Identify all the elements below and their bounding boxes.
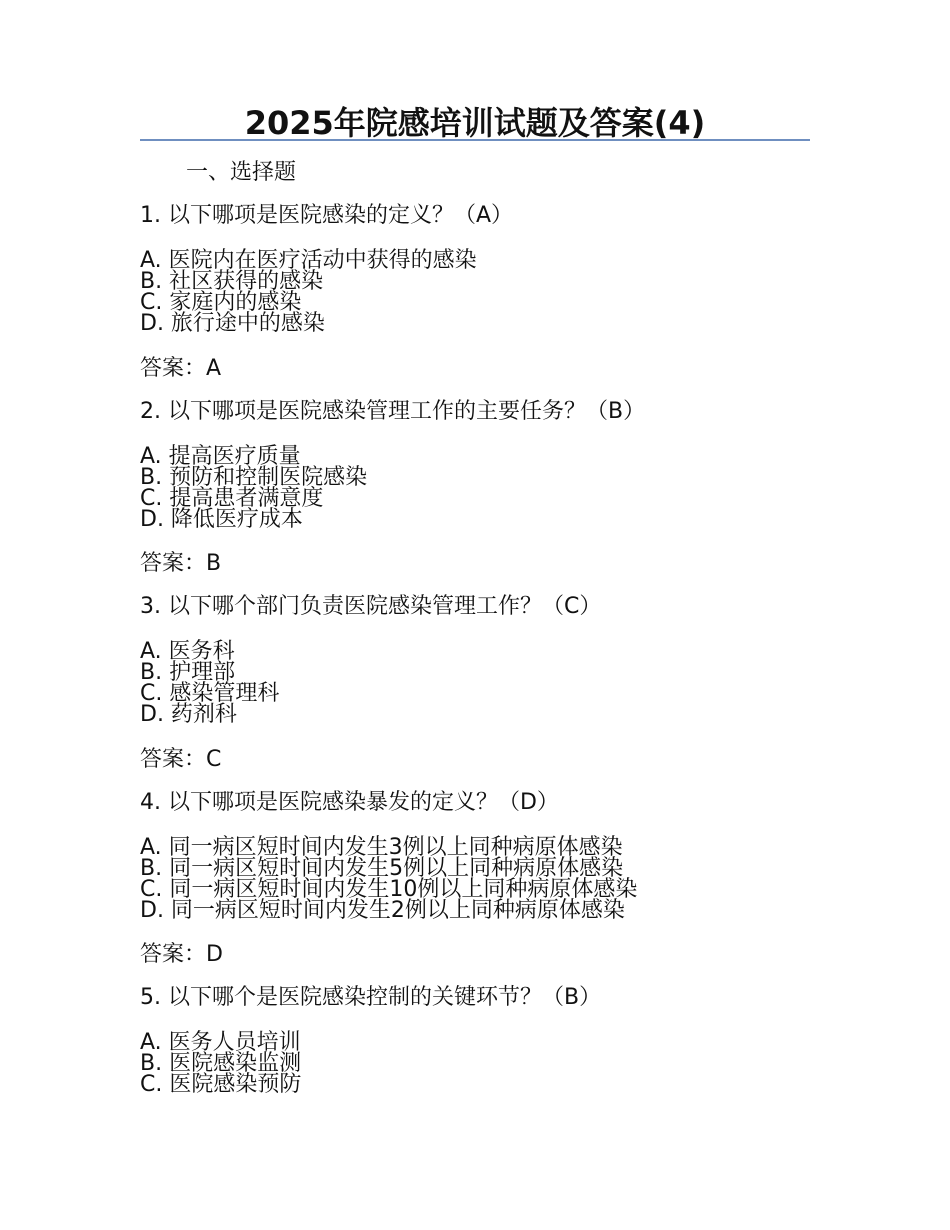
option-b: B. 预防和控制医院感染	[140, 465, 368, 490]
option-b: B. 社区获得的感染	[140, 269, 324, 294]
section-heading: 一、选择题	[186, 160, 297, 185]
option-b: B. 同一病区短时间内发生5例以上同种病原体感染	[140, 856, 624, 881]
question-5-options	[140, 1030, 302, 1097]
option-d: D. 旅行途中的感染	[140, 311, 325, 336]
option-d: D. 降低医疗成本	[140, 507, 303, 532]
option-a: A. 同一病区短时间内发生3例以上同种病原体感染	[140, 835, 623, 860]
option-a: A. 医务科	[140, 639, 235, 664]
option-a: A. 提高医疗质量	[140, 444, 301, 469]
question-3: 3. 以下哪个部门负责医院感染管理工作？（C）	[140, 594, 602, 619]
option-b: B. 医院感染监测	[140, 1051, 302, 1076]
option-a: A. 医院内在医疗活动中获得的感染	[140, 248, 477, 273]
option-d: D. 药剂科	[140, 702, 237, 727]
question-2-options	[140, 444, 368, 532]
option-a: A. 医务人员培训	[140, 1030, 301, 1055]
option-c: C. 医院感染预防	[140, 1072, 302, 1097]
question-1: 1. 以下哪项是医院感染的定义？（A）	[140, 203, 514, 228]
option-c: C. 家庭内的感染	[140, 290, 302, 315]
answer-4: 答案：D	[140, 942, 223, 967]
question-3-options	[140, 639, 280, 727]
answer-3: 答案：C	[140, 747, 222, 772]
question-4: 4. 以下哪项是医院感染暴发的定义？（D）	[140, 790, 559, 815]
question-1-options	[140, 248, 477, 336]
option-b: B. 护理部	[140, 660, 236, 685]
option-d: D. 同一病区短时间内发生2例以上同种病原体感染	[140, 898, 625, 923]
answer-1: 答案：A	[140, 356, 222, 381]
question-2: 2. 以下哪项是医院感染管理工作的主要任务？（B）	[140, 399, 646, 424]
option-c: C. 感染管理科	[140, 681, 280, 706]
option-c: C. 提高患者满意度	[140, 486, 324, 511]
option-c: C. 同一病区短时间内发生10例以上同种病原体感染	[140, 877, 638, 902]
title-underline	[140, 139, 810, 141]
question-5: 5. 以下哪个是医院感染控制的关键环节？（B）	[140, 985, 602, 1010]
question-4-options	[140, 835, 638, 923]
document-title: 2025年院感培训试题及答案(4)	[244, 104, 706, 142]
answer-2: 答案：B	[140, 551, 222, 576]
